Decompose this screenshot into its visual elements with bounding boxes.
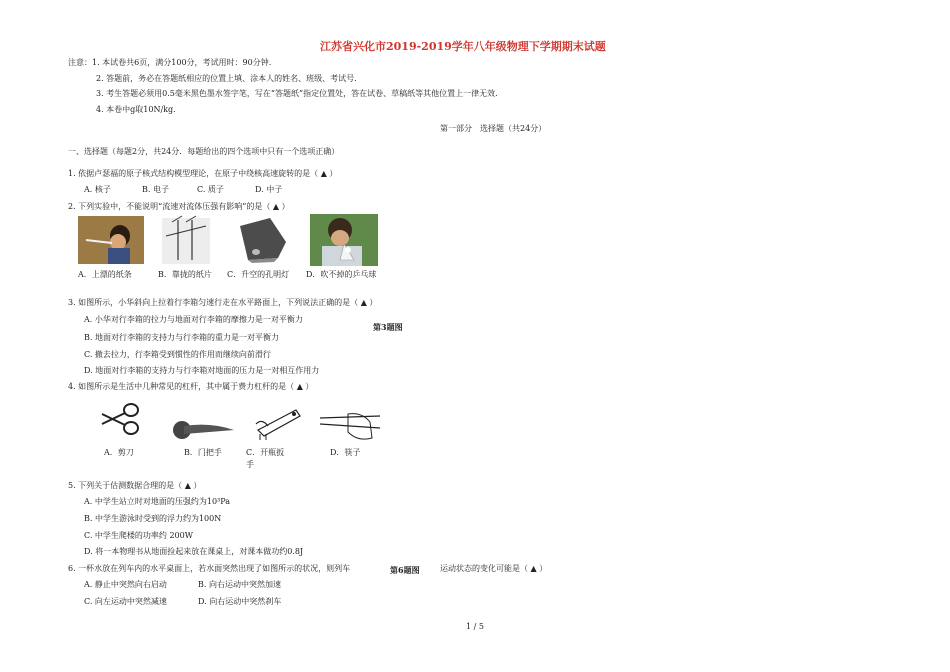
question-1-option-c: C. 质子: [197, 185, 224, 194]
section-heading: 一、选择题（每题2分，共24分．每题给出的四个选项中只有一个选项正确）: [68, 147, 340, 156]
question-1-option-d: D. 中子: [255, 185, 283, 194]
question-6-stem: 6. 一杯水放在列车内的水平桌面上，若水面突然出现了如图所示的状况，则列车: [68, 564, 351, 573]
question-2-option-b: B．靠拢的纸片: [158, 270, 212, 279]
question-5-option-c: C. 中学生爬楼的功率约 200W: [84, 531, 193, 540]
chopsticks-icon: [318, 408, 382, 444]
question-1-stem: 1. 依据卢瑟福的原子核式结构模型理论，在原子中绕核高速旋转的是（ ▲ ）: [68, 169, 338, 178]
question-3-option-d: D. 地面对行李箱的支持力与行李箱对地面的压力是一对相互作用力: [84, 366, 320, 375]
note-4: 4. 本卷中g取10N/kg.: [96, 105, 176, 114]
question-6-option-a: A. 静止中突然向右启动: [84, 580, 167, 589]
question-3-figure-label: 第3题图: [373, 322, 403, 332]
note-2: 2. 答题前，务必在答题纸相应的位置上填、涂本人的姓名、班级、考试号.: [96, 74, 357, 83]
question-2-option-a: A．上漂的纸条: [78, 270, 132, 279]
question-4-option-c: C．开瓶扳: [246, 448, 285, 457]
question-2-option-c: C．升空的孔明灯: [227, 270, 290, 279]
ping-pong-photo: [310, 214, 378, 266]
question-6-option-b: B. 向右运动中突然加速: [198, 580, 281, 589]
question-4-option-c-wrap: 手: [246, 460, 254, 469]
question-1-option-a: A. 核子: [84, 185, 111, 194]
question-3-stem: 3. 如图所示，小华斜向上拉着行李箱匀速行走在水平路面上，下列说法正确的是（ ▲ ）: [68, 298, 378, 307]
question-5-option-a: A. 中学生站立时对地面的压强约为10³Pa: [84, 497, 231, 506]
question-4-option-b: B．门把手: [184, 448, 222, 457]
scissors-icon: [98, 400, 144, 440]
question-3-option-a: A. 小华对行李箱的拉力与地面对行李箱的摩擦力是一对平衡力: [84, 315, 303, 324]
question-5-stem: 5. 下列关于估测数据合理的是（ ▲ ）: [68, 481, 202, 490]
note-1: 注意：1. 本试卷共6页，满分100分，考试用时：90分钟.: [68, 58, 272, 67]
sky-lantern-photo: [234, 216, 290, 264]
part-heading: 第一部分 选择题（共24分）: [440, 124, 547, 133]
question-5-option-b: B. 中学生游泳时受到的浮力约为100N: [84, 514, 222, 523]
page-number: 1 / 5: [466, 622, 484, 631]
paper-strip-photo: [78, 216, 144, 264]
page-title: 江苏省兴化市2019-2019学年八年级物理下学期期末试题: [320, 40, 606, 53]
question-6-option-c: C. 向左运动中突然减速: [84, 597, 167, 606]
question-5-option-d: D. 将一本物理书从地面捡起来放在课桌上，对课本做功约0.8J: [84, 547, 304, 556]
question-2-option-d: D．吹不掉的乒乓球: [306, 270, 377, 279]
question-6-option-d: D. 向右运动中突然刹车: [198, 597, 282, 606]
question-3-option-c: C. 撤去拉力，行李箱受到惯性的作用而继续向前滑行: [84, 350, 271, 359]
bottle-opener-icon: [252, 404, 304, 440]
question-2-stem: 2. 下列实验中，不能说明“流速对流体压强有影响”的是（ ▲ ）: [68, 202, 290, 211]
question-6-figure-label: 第6题图: [390, 565, 420, 575]
question-3-option-b: B. 地面对行李箱的支持力与行李箱的重力是一对平衡力: [84, 333, 279, 342]
question-4-option-d: D．筷子: [330, 448, 361, 457]
note-3: 3. 考生答题必须用0.5毫米黑色墨水签字笔，写在“答题纸”指定位置处，答在试卷、草稿纸等其他位置上一律无效.: [96, 89, 498, 98]
question-4-option-a: A．剪刀: [104, 448, 134, 457]
question-6-stem-tail: 运动状态的变化可能是（ ▲ ）: [440, 564, 548, 573]
door-handle-icon: [170, 418, 236, 442]
paper-sheets-diagram: [160, 214, 212, 266]
question-4-stem: 4. 如图所示是生活中几种常见的杠杆，其中属于费力杠杆的是（ ▲ ）: [68, 382, 314, 391]
question-1-option-b: B. 电子: [142, 185, 169, 194]
